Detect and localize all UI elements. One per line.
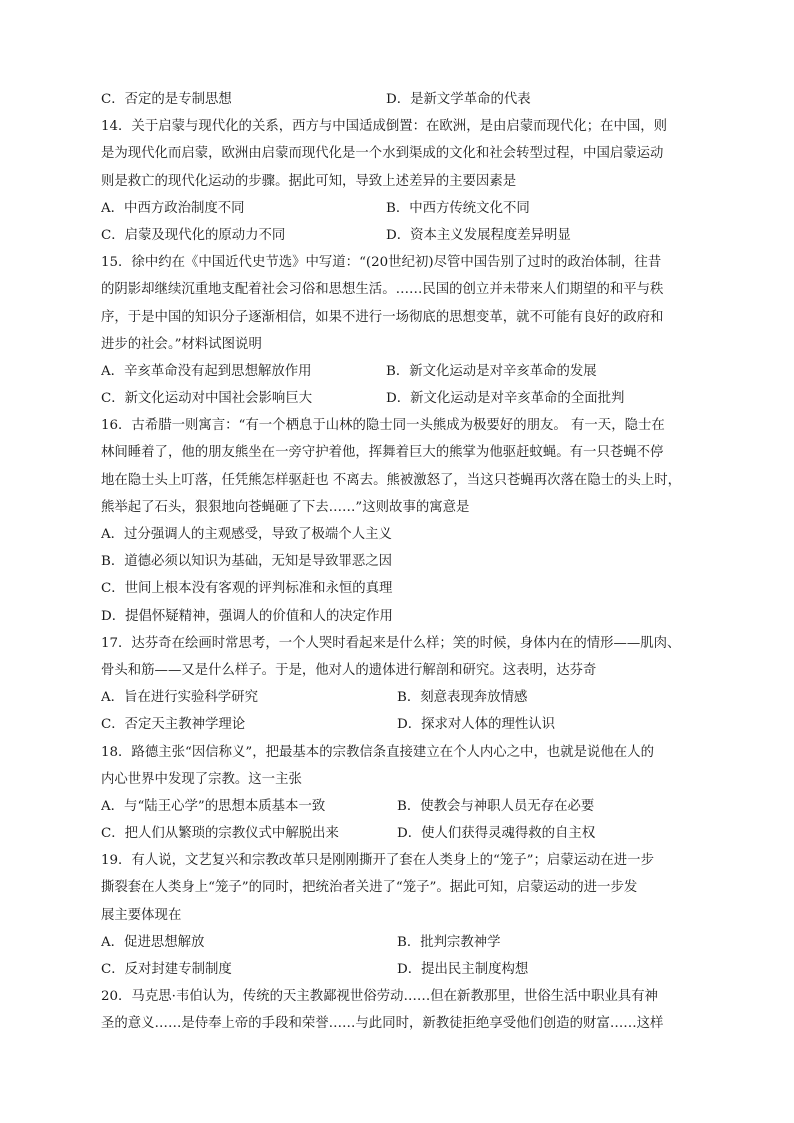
q19-option-a[interactable]: A．促进思想解放 bbox=[101, 934, 205, 950]
q15-options-ab bbox=[101, 358, 696, 385]
q18-options-cd bbox=[101, 820, 696, 847]
q16-option-b[interactable]: B．道德必须以知识为基础，无知是导致罪恶之因 bbox=[101, 554, 393, 570]
question-20 bbox=[101, 983, 696, 1037]
question-16 bbox=[101, 412, 696, 630]
q16-stem-line-1: 16．古希腊一则寓言：“有一个栖息于山林的隐士同一头熊成为极要好的朋友。 有一天，隐士在 bbox=[101, 418, 665, 434]
q15-stem-line-3: 序，于是中国的知识分子逐渐相信，如果不进行一场彻底的思想变革，就不可能有良好的政府和 bbox=[101, 309, 664, 325]
q16-option-c[interactable]: C．世间上根本没有客观的评判标准和永恒的真理 bbox=[101, 581, 393, 597]
q16-option-a[interactable]: A．过分强调人的主观感受，导致了极端个人主义 bbox=[101, 527, 392, 542]
q17-stem-line-2: 骨头和筋——又是什么样子。于是，他对人的遗体进行解剖和研究。这表明，达芬奇 bbox=[101, 662, 597, 678]
q15-stem-line-4: 进步的社会。”材料试图说明 bbox=[101, 336, 262, 352]
q19-options-cd bbox=[101, 956, 696, 983]
q18-option-b[interactable]: B．使教会与神职人员无存在必要 bbox=[397, 798, 595, 814]
q13-options-cd bbox=[101, 86, 696, 113]
q19-options-ab bbox=[101, 929, 696, 956]
q14-stem-line-2: 是为现代化而启蒙，欧洲由启蒙而现代化是一个水到渠成的文化和社会转型过程，中国启蒙运动 bbox=[101, 146, 664, 162]
q19-option-c[interactable]: C．反对封建专制制度 bbox=[101, 962, 232, 977]
q16-stem-line-2: 林间睡着了，他的朋友熊坐在一旁守护着他，挥舞着巨大的熊掌为他驱赶蚊蝇。有一只苍蝇不停 bbox=[101, 445, 664, 461]
q15-stem-line-2: 的阴影却继续沉重地支配着社会习俗和思想生活。……民国的创立并未带来人们期望的和平与秩 bbox=[101, 282, 664, 298]
q16-option-d[interactable]: D．提倡怀疑精神，强调人的价值和人的决定作用 bbox=[101, 608, 393, 624]
question-15 bbox=[101, 249, 696, 412]
q17-options-cd bbox=[101, 711, 696, 738]
q19-stem-line-1: 19．有人说，文艺复兴和宗教改革只是刚刚撕开了套在人类身上的“笼子”；启蒙运动在进一步 bbox=[101, 853, 654, 869]
q20-stem-line-2: 圣的意义……是侍奉上帝的手段和荣誉……与此同时，新教徒拒绝享受他们创造的财富……这样 bbox=[101, 1016, 664, 1032]
q19-stem-line-2: 撕裂套在人类身上“笼子”的同时，把统治者关进了“笼子”。据此可知，启蒙运动的进一步发 bbox=[101, 880, 638, 896]
question-list bbox=[101, 86, 696, 1038]
q13-option-c[interactable]: C．否定的是专制思想 bbox=[101, 92, 232, 107]
q14-option-a[interactable]: A．中西方政治制度不同 bbox=[101, 200, 245, 216]
q17-option-a[interactable]: A．旨在进行实验科学研究 bbox=[101, 690, 258, 706]
q17-options-ab bbox=[101, 684, 696, 711]
q14-options-cd bbox=[101, 222, 696, 249]
q18-stem-line-1: 18．路德主张“因信称义”，把最基本的宗教信条直接建立在个人内心之中，也就是说他在人的 bbox=[101, 744, 654, 760]
q20-stem-line-1: 20．马克思·韦伯认为，传统的天主教鄙视世俗劳动……但在新教那里，世俗生活中职业具有神 bbox=[101, 989, 658, 1005]
question-18 bbox=[101, 739, 696, 848]
q18-options-ab bbox=[101, 793, 696, 820]
q14-option-b[interactable]: B．中西方传统文化不同 bbox=[386, 200, 530, 216]
q17-option-d[interactable]: D．探求对人体的理性认识 bbox=[397, 717, 556, 733]
q19-stem-line-3: 展主要体现在 bbox=[101, 907, 182, 923]
q15-option-c[interactable]: C．新文化运动对中国社会影响巨大 bbox=[101, 391, 313, 407]
q15-options-cd bbox=[101, 385, 696, 412]
q14-options-ab bbox=[101, 195, 696, 222]
question-19 bbox=[101, 847, 696, 983]
q17-stem-line-1: 17．达芬奇在绘画时常思考，一个人哭时看起来是什么样；笑的时候，身体内在的情形——肌肉、 bbox=[101, 635, 681, 651]
q14-stem-line-1: 14．关于启蒙与现代化的关系，西方与中国适成倒置：在欧洲，是由启蒙而现代化；在中国，则 bbox=[101, 119, 668, 135]
q14-stem-line-3: 则是救亡的现代化运动的步骤。据此可知，导致上述差异的主要因素是 bbox=[101, 173, 517, 189]
q14-option-d[interactable]: D．资本主义发展程度差异明显 bbox=[386, 227, 571, 243]
q18-stem-line-2: 内心世界中发现了宗教。这一主张 bbox=[101, 771, 302, 787]
question-17 bbox=[101, 630, 696, 739]
question-14 bbox=[101, 113, 696, 249]
q19-option-d[interactable]: D．提出民主制度构想 bbox=[397, 962, 529, 977]
q15-option-d[interactable]: D．新文化运动是对辛亥革命的全面批判 bbox=[386, 391, 625, 407]
q15-option-b[interactable]: B．新文化运动是对辛亥革命的发展 bbox=[386, 363, 597, 379]
q18-option-d[interactable]: D．使人们获得灵魂得救的自主权 bbox=[397, 826, 596, 842]
q16-stem-line-4: 熊举起了石头，狠狠地向苍蝇砸了下去……”这则故事的寓意是 bbox=[101, 499, 470, 515]
q17-option-b[interactable]: B．刻意表现奔放情感 bbox=[397, 690, 528, 706]
q15-stem-line-1: 15．徐中约在《中国近代史节选》中写道：“(20世纪初)尽管中国告别了过时的政治体制，往昔 bbox=[101, 255, 662, 271]
q15-option-a[interactable]: A．辛亥革命没有起到思想解放作用 bbox=[101, 363, 312, 379]
q18-option-c[interactable]: C．把人们从繁琐的宗教仪式中解脱出来 bbox=[101, 826, 339, 842]
q19-option-b[interactable]: B．批判宗教神学 bbox=[397, 934, 501, 950]
q17-option-c[interactable]: C．否定天主教神学理论 bbox=[101, 717, 246, 733]
q14-option-c[interactable]: C．启蒙及现代化的原动力不同 bbox=[101, 227, 286, 243]
q16-stem-line-3: 地在隐士头上叮落，任凭熊怎样驱赶也 不离去。熊被激怒了，当这只苍蝇再次落在隐士的头上时， bbox=[101, 472, 682, 488]
q18-option-a[interactable]: A．与“陆王心学”的思想本质基本一致 bbox=[101, 798, 326, 814]
q13-option-d[interactable]: D．是新文学革命的代表 bbox=[386, 92, 531, 107]
